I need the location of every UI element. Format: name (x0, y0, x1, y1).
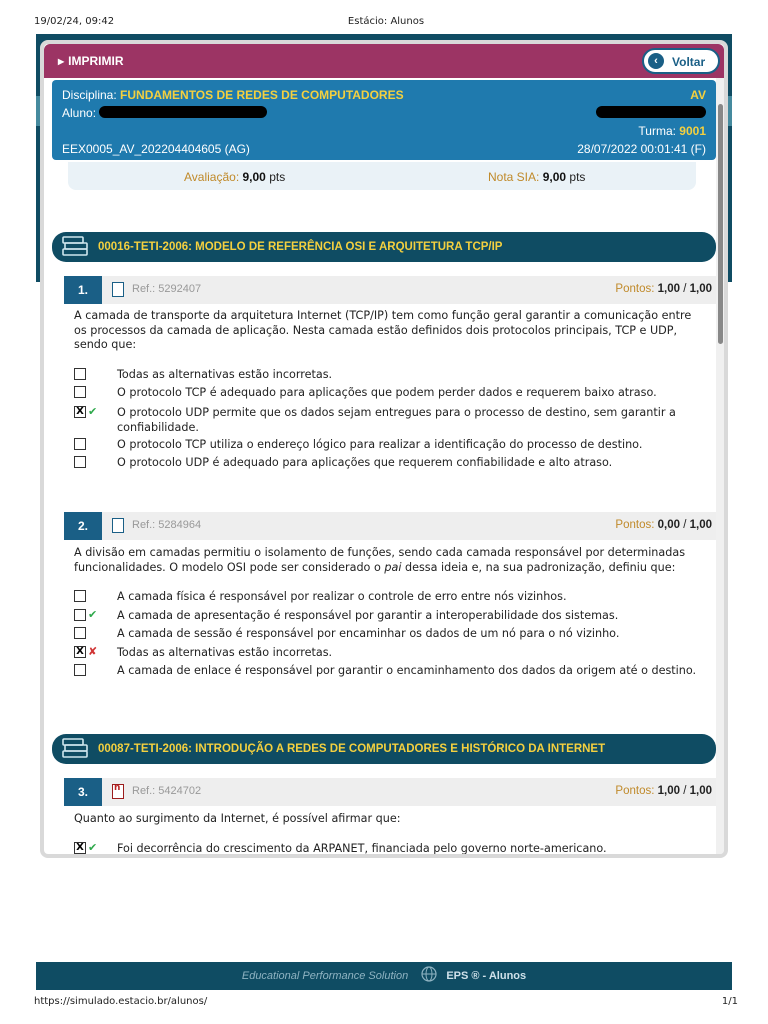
section-header (52, 734, 716, 764)
exam-code: EEX0005_AV_202204404605 (AG) (62, 142, 250, 156)
answer-option[interactable] (74, 590, 704, 606)
student-id-redaction (596, 106, 706, 118)
scrollbar-thumb[interactable] (718, 104, 723, 344)
print-datetime: 19/02/24, 09:42 (34, 16, 115, 27)
footer-brand: EPS ® - Alunos (446, 970, 527, 982)
option-checkbox[interactable] (74, 627, 86, 639)
section-title: 00016-TETI-2006: MODELO DE REFERÊNCIA OSI E ARQUITETURA TCP/IP (98, 241, 503, 253)
answer-option[interactable] (74, 438, 704, 454)
option-text: Todas as alternativas estão incorretas. (117, 368, 333, 381)
back-button[interactable] (642, 48, 720, 74)
option-checkbox[interactable] (74, 590, 86, 602)
class-label: Turma: (638, 124, 676, 138)
points-label: Pontos: (615, 785, 655, 797)
print-header (34, 16, 738, 30)
option-checkbox[interactable] (74, 664, 86, 676)
section-title: 00087-TETI-2006: INTRODUÇÃO A REDES DE COMPUTADORES E HISTÓRICO DA INTERNET (98, 743, 606, 755)
sia-label: Nota SIA: (488, 170, 540, 184)
points-separator: / (683, 283, 687, 295)
option-checkbox[interactable]: X (74, 842, 86, 854)
answer-option[interactable] (74, 456, 704, 472)
print-button[interactable] (58, 54, 124, 68)
evaluation-unit: pts (269, 170, 286, 184)
back-label: Voltar (672, 55, 706, 69)
question-text: A camada de transporte da arquitetura Internet (TCP/IP) tem como função geral garantir a comunicação entre os processos da camada de aplicação. Nesta camada estão definidos dois protocolos principais, TCP e UDP, sendo que: (74, 309, 692, 351)
points-separator: / (683, 785, 687, 797)
globe-icon (419, 966, 439, 982)
document-icon (112, 282, 124, 297)
points-total: 1,00 (689, 283, 712, 295)
option-text: O protocolo UDP é adequado para aplicações que requerem confiabilidade e alto atraso. (117, 456, 613, 469)
section-header (52, 232, 716, 262)
points-separator: / (683, 519, 687, 531)
exam-datetime: 28/07/2022 00:01:41 (F) (577, 142, 706, 156)
points-earned: 1,00 (657, 785, 680, 797)
points-label: Pontos: (615, 283, 655, 295)
print-page-count: 1/1 (721, 996, 738, 1007)
points-label: Pontos: (615, 519, 655, 531)
print-tab-title: Estácio: Alunos (347, 16, 425, 27)
check-icon: ✔ (88, 841, 98, 854)
answer-option[interactable] (74, 664, 704, 680)
question-text (74, 546, 704, 575)
option-checkbox[interactable] (74, 386, 86, 398)
option-text: O protocolo UDP permite que os dados sejam entregues para o processo de destino, sem garantir a confiabilidade. (117, 406, 676, 434)
exam-window (40, 40, 728, 858)
question-number: 1. (64, 276, 102, 304)
question-number: 3. (64, 778, 102, 806)
answer-option[interactable] (74, 368, 704, 384)
question-points (615, 785, 712, 797)
sia-value: 9,00 (542, 170, 567, 184)
discipline-value: FUNDAMENTOS DE REDES DE COMPUTADORES (120, 88, 404, 102)
question-ref: Ref.: 5292407 (132, 283, 202, 295)
check-icon: ✔ (88, 405, 98, 418)
question-header (64, 276, 716, 304)
option-text: A camada física é responsável por realizar o controle de erro entre nós vizinhos. (117, 590, 567, 603)
question-points (615, 519, 712, 531)
answer-option[interactable] (74, 609, 704, 625)
evaluation-label: Avaliação: (184, 170, 240, 184)
print-label: IMPRIMIR (68, 54, 124, 68)
question-ref: Ref.: 5424702 (132, 785, 202, 797)
option-checkbox[interactable] (74, 368, 86, 380)
chevron-left-icon: ‹ (648, 53, 664, 69)
books-icon (60, 738, 90, 760)
option-checkbox[interactable]: X (74, 646, 86, 658)
document-icon (112, 784, 124, 799)
answer-option[interactable] (74, 646, 704, 662)
scrollbar[interactable] (716, 44, 724, 854)
option-checkbox[interactable] (74, 438, 86, 450)
option-text: A camada de enlace é responsável por garantir o encaminhamento dos dados da origem até o destino. (117, 664, 697, 677)
points-total: 1,00 (689, 519, 712, 531)
option-text: A camada de apresentação é responsável por garantir a interoperabilidade dos sistemas. (117, 609, 619, 622)
option-text: Foi decorrência do crescimento da ARPANET, financiada pelo governo norte-americano. (117, 842, 607, 855)
answer-option[interactable] (74, 627, 704, 643)
question-header (64, 512, 716, 540)
question-text-part: A divisão em camadas permitiu o isolamento de funções, sendo cada camada responsável por determinadas funcionalidades. O modelo OSI pode ser considerado o (74, 546, 686, 574)
print-footer (34, 996, 738, 1010)
option-text: A camada de sessão é responsável por encaminhar os dados de um nó para o nó vizinho. (117, 627, 620, 640)
option-checkbox[interactable]: X (74, 406, 86, 418)
option-checkbox[interactable] (74, 609, 86, 621)
footer-band (36, 962, 732, 990)
check-icon: ✔ (88, 608, 98, 621)
discipline-row (62, 88, 404, 102)
sia-score (488, 170, 585, 184)
question-text-emphasis: pai (384, 560, 402, 574)
print-url: https://simulado.estacio.br/alunos/ (34, 996, 208, 1007)
question-header (64, 778, 716, 806)
evaluation-score (184, 170, 285, 184)
sia-unit: pts (569, 170, 586, 184)
answer-option[interactable] (74, 842, 704, 858)
answer-option[interactable] (74, 405, 704, 434)
class-value: 9001 (679, 124, 706, 138)
evaluation-value: 9,00 (242, 170, 266, 184)
cross-icon: ✘ (88, 645, 98, 658)
student-name-redaction (99, 106, 267, 118)
question-text-part: dessa ideia e, na sua padronização, definiu que: (401, 560, 676, 574)
question-number: 2. (64, 512, 102, 540)
print-bar (44, 44, 724, 78)
class-row (638, 124, 706, 138)
answer-option[interactable] (74, 386, 704, 402)
option-checkbox[interactable] (74, 456, 86, 468)
points-earned: 0,00 (657, 519, 680, 531)
points-earned: 1,00 (657, 283, 680, 295)
option-text: O protocolo TCP utiliza o endereço lógico para realizar a identificação do processo de destino. (117, 438, 643, 451)
student-row (62, 106, 267, 120)
scores-box (68, 162, 696, 190)
question-points (615, 283, 712, 295)
discipline-label: Disciplina: (62, 88, 117, 102)
question-text: Quanto ao surgimento da Internet, é possível afirmar que: (74, 812, 401, 825)
option-text: Todas as alternativas estão incorretas. (117, 646, 333, 659)
books-icon (60, 236, 90, 258)
option-text: O protocolo TCP é adequado para aplicações que podem perder dados e requerem baixo atraso. (117, 386, 657, 399)
student-label: Aluno: (62, 106, 97, 120)
exam-info-box (52, 80, 716, 160)
exam-type: AV (690, 88, 706, 102)
document-icon (112, 518, 124, 533)
triangle-right-icon: ▶ (58, 57, 65, 66)
footer-tagline: Educational Performance Solution (241, 970, 409, 982)
points-total: 1,00 (689, 785, 712, 797)
question-ref: Ref.: 5284964 (132, 519, 202, 531)
